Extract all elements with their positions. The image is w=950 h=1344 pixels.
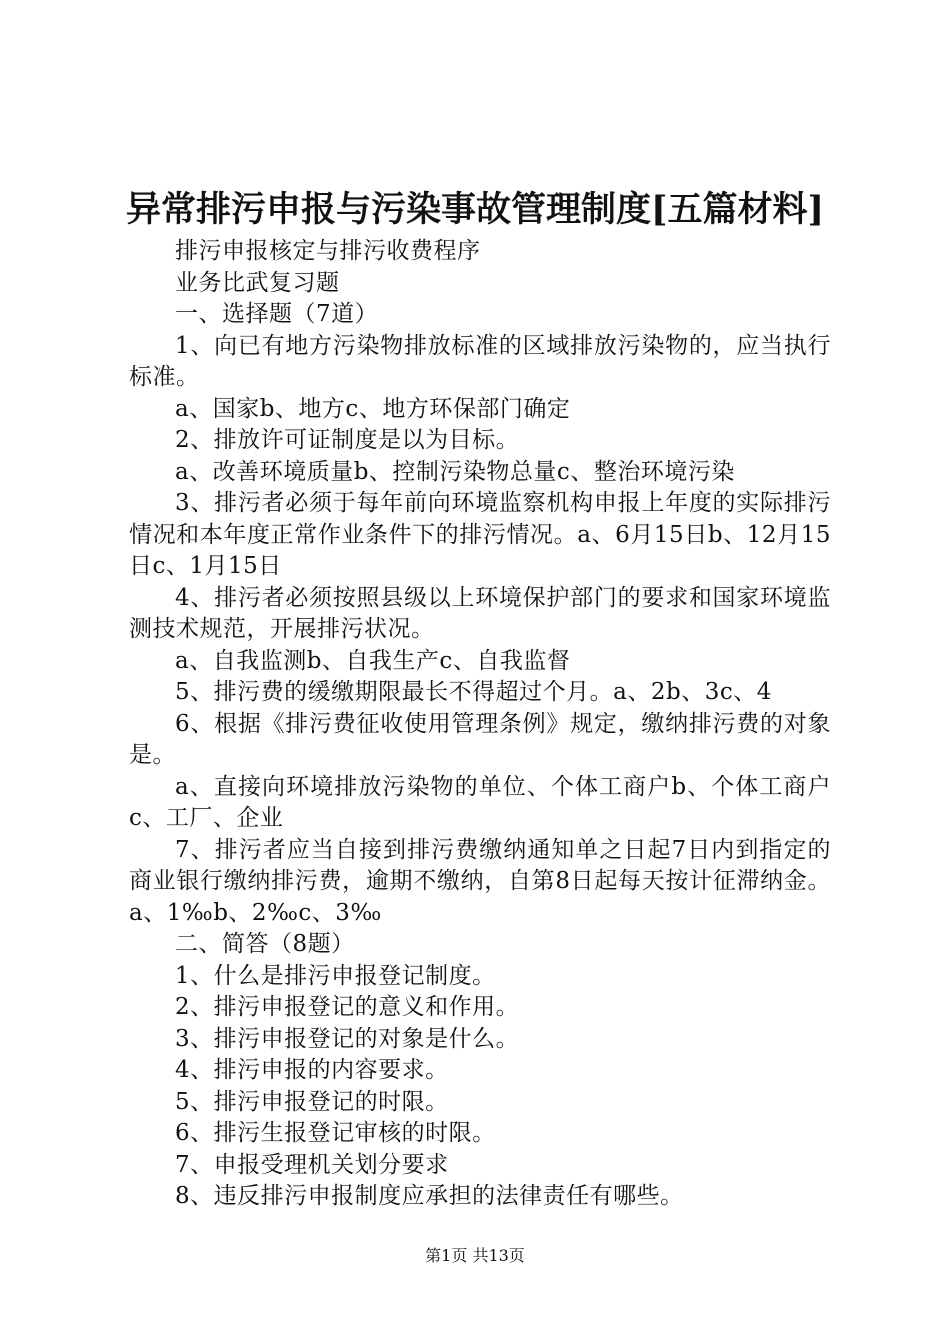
question-4-options: a、自我监测b、自我生产c、自我监督 <box>175 647 571 674</box>
paragraph-section-name: 业务比武复习题 <box>175 269 340 296</box>
question-5: 5、排污费的缓缴期限最长不得超过个月。a、2b、3c、4 <box>175 679 772 705</box>
short-answer-7: 7、申报受理机关划分要求 <box>175 1151 449 1178</box>
section-heading-short-answer: 二、简答（8题） <box>175 931 355 957</box>
question-1-options: a、国家b、地方c、地方环保部门确定 <box>175 395 571 422</box>
question-2-options: a、改善环境质量b、控制污染物总量c、整治环境污染 <box>175 458 735 485</box>
short-answer-6: 6、排污生报登记审核的时限。 <box>175 1120 496 1146</box>
short-answer-8: 8、违反排污申报制度应承担的法律责任有哪些。 <box>175 1183 684 1209</box>
short-answer-2: 2、排污申报登记的意义和作用。 <box>175 994 520 1020</box>
short-answer-1: 1、什么是排污申报登记制度。 <box>175 962 496 989</box>
question-4: 4、排污者必须按照县级以上环境保护部门的要求和国家环境监测技术规范，开展排污状况。 <box>129 584 831 642</box>
section-heading-choice: 一、选择题（7道） <box>175 301 379 327</box>
question-6: 6、根据《排污费征收使用管理条例》规定，缴纳排污费的对象是。 <box>129 710 831 768</box>
question-6-options: a、直接向环境排放污染物的单位、个体工商户b、个体工商户c、工厂、企业 <box>129 773 831 831</box>
page-footer: 第1页 共13页 <box>425 1246 525 1265</box>
question-3: 3、排污者必须于每年前向环境监察机构申报上年度的实际排污情况和本年度正常作业条件下的排污情况。a、6月15日b、12月15日c、1月15日 <box>129 490 831 579</box>
short-answer-4: 4、排污申报的内容要求。 <box>175 1057 449 1083</box>
question-2: 2、排放许可证制度是以为目标。 <box>175 427 520 453</box>
question-7: 7、排污者应当自接到排污费缴纳通知单之日起7日内到指定的商业银行缴纳排污费，逾期不缴纳，自第8日起每天按计征滞纳金。a、1‰b、2‰c、3‰ <box>129 836 831 926</box>
question-1: 1、向已有地方污染物排放标准的区域排放污染物的，应当执行标准。 <box>129 332 831 390</box>
document-title: 异常排污申报与污染事故管理制度[五篇材料] <box>125 189 825 230</box>
paragraph-subtitle: 排污申报核定与排污收费程序 <box>175 238 481 264</box>
short-answer-5: 5、排污申报登记的时限。 <box>175 1088 449 1115</box>
document-body <box>129 236 831 1213</box>
short-answer-3: 3、排污申报登记的对象是什么。 <box>175 1025 520 1052</box>
